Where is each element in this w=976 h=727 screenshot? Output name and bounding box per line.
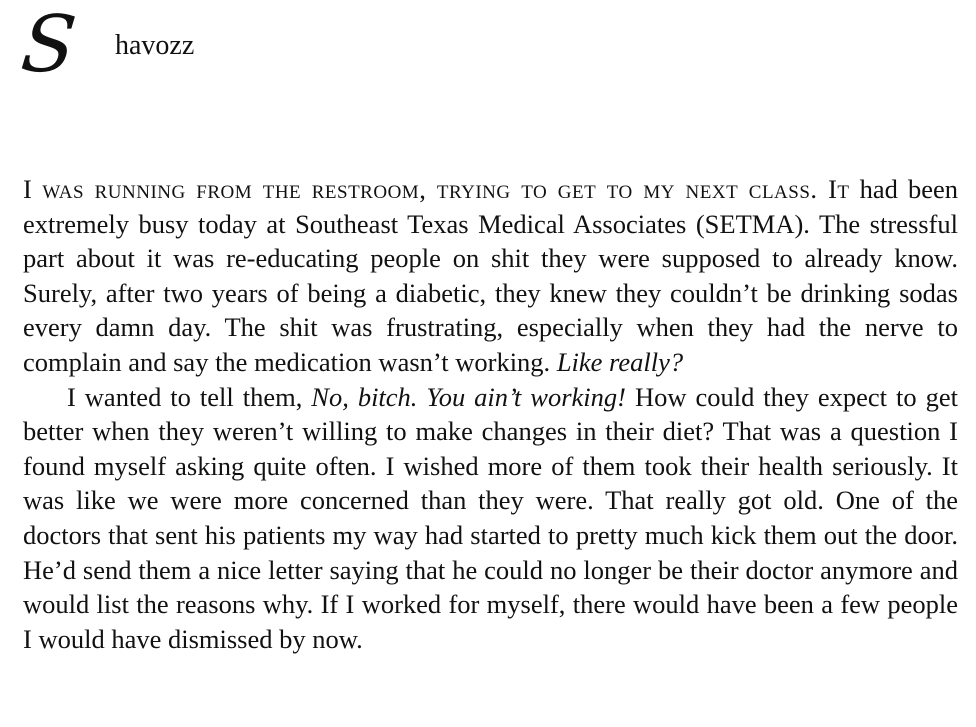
- paragraph-1-lead-smallcaps: was running from the restroom, trying to get to my next class. It: [31, 174, 850, 204]
- chapter-heading: [17, 0, 322, 95]
- chapter-title-rest: havozz: [115, 30, 195, 61]
- paragraph-1-text: had been extremely busy today at Southeast Texas Medical Associates (SETMA). The stressful part about it was re-educating people on shit they were supposed to already know. Surely, after two years of being a diabetic, they knew they couldn’t be drinking sodas every damn day. The shit was frustrating, especially when they had the nerve to complain and say the medication wasn’t working.: [23, 174, 958, 377]
- paragraph-1: [23, 172, 958, 380]
- paragraph-2-text-end: How could they expect to get better when they weren’t willing to make changes in their diet? That was a question I found myself asking quite often. I wished more of them took their health seriously. It was like we were more concerned than they were. That really got old. One of the doctors that sent his patients my way had started to pretty much kick them out the door. He’d send them a nice letter saying that he could no longer be their doctor anymore and would list the reasons why. If I worked for myself, there would have been a few people I would have dismissed by now.: [23, 381, 958, 654]
- paragraph-1-italic: Like really?: [556, 346, 684, 377]
- paragraph-2-italic: No, bitch. You ain’t working!: [311, 381, 626, 412]
- chapter-body: [23, 172, 958, 656]
- chapter-drop-cap: S: [17, 0, 81, 90]
- paragraph-2: [23, 380, 958, 657]
- paragraph-1-lead-letter: I: [23, 174, 32, 204]
- paragraph-2-text-start: I wanted to tell them,: [67, 381, 312, 412]
